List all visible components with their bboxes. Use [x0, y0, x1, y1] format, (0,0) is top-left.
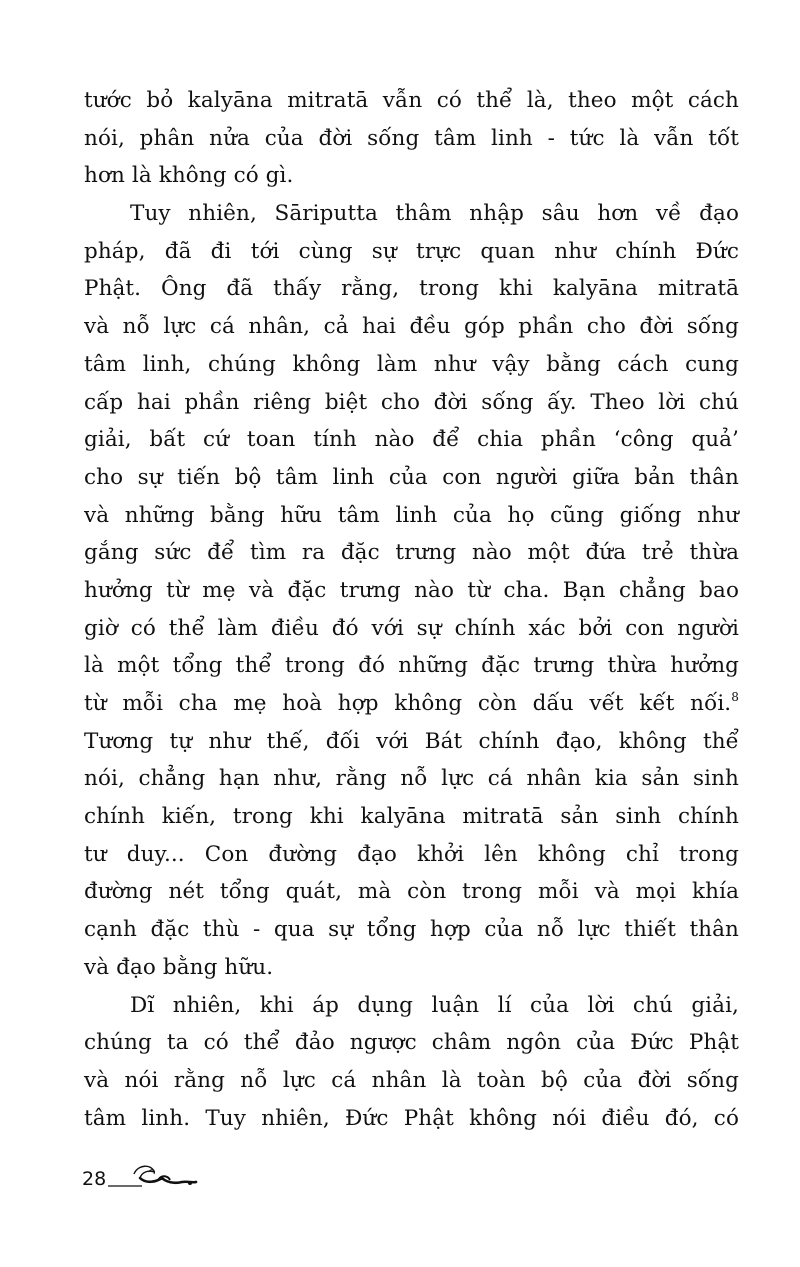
text-line: giải, bất cứ toan tính nào để chia phần ‘công quả’ — [84, 427, 739, 453]
text-line: tâm linh, chúng không làm như vậy bằng cách cung — [84, 351, 739, 377]
text-line: và những bằng hữu tâm linh của họ cũng giống như — [84, 502, 739, 528]
text-line: chúng ta có thể đảo ngược châm ngôn của Đức Phật — [84, 1030, 739, 1056]
text-line: và nói rằng nỗ lực cá nhân là toàn bộ của đời sống — [84, 1067, 739, 1093]
text-line: gắng sức để tìm ra đặc trưng nào một đứa trẻ thừa — [84, 540, 739, 566]
text-line-content: từ mỗi cha mẹ hoà hợp không còn dấu vết kết nối. — [84, 691, 732, 716]
text-line: tước bỏ kalyāna mitratā vẫn có thể là, theo một cách — [84, 88, 739, 113]
text-line: chính kiến, trong khi kalyāna mitratā sản sinh chính — [84, 804, 739, 830]
text-line: tư duy... Con đường đạo khởi lên không chỉ trong — [84, 841, 739, 867]
text-line: Dĩ nhiên, khi áp dụng luận lí của lời chú giải, — [130, 992, 739, 1018]
text-line: tâm linh. Tuy nhiên, Đức Phật không nói điều đó, có — [84, 1105, 739, 1131]
text-line: là một tổng thể trong đó những đặc trưng thừa hưởng — [84, 653, 739, 679]
text-line: hưởng từ mẹ và đặc trưng nào từ cha. Bạn chẳng bao — [84, 577, 739, 603]
text-line: hơn là không có gì. — [84, 163, 294, 189]
footnote-marker: 8 — [731, 690, 739, 704]
text-line: pháp, đã đi tới cùng sự trực quan như chính Đức — [84, 238, 739, 264]
text-line: và đạo bằng hữu. — [84, 954, 274, 980]
text-body — [84, 82, 739, 1137]
text-line: và nỗ lực cá nhân, cả hai đều góp phần cho đời sống — [84, 314, 739, 340]
ornament-icon — [104, 1160, 199, 1190]
text-line: Tuy nhiên, Sāriputta thâm nhập sâu hơn về đạo — [130, 201, 739, 227]
page-number: 28 — [82, 1168, 107, 1190]
text-line: cạnh đặc thù - qua sự tổng hợp của nỗ lực thiết thân — [84, 917, 739, 943]
text-line: nói, phân nửa của đời sống tâm linh - tức là vẫn tốt — [84, 125, 739, 151]
text-line-with-footnote — [84, 685, 739, 723]
text-line: đường nét tổng quát, mà còn trong mỗi và mọi khía — [84, 879, 739, 905]
text-line: cấp hai phần riêng biệt cho đời sống ấy. Theo lời chú — [84, 389, 739, 415]
text-line: Phật. Ông đã thấy rằng, trong khi kalyāna mitratā — [84, 276, 739, 302]
page-footer — [82, 1160, 202, 1200]
text-line: giờ có thể làm điều đó với sự chính xác bởi con người — [84, 615, 739, 641]
text-line: cho sự tiến bộ tâm linh của con người giữa bản thân — [84, 464, 739, 490]
text-line: nói, chẳng hạn như, rằng nỗ lực cá nhân kia sản sinh — [84, 766, 739, 792]
text-line: Tương tự như thế, đối với Bát chính đạo, không thể — [84, 728, 739, 754]
